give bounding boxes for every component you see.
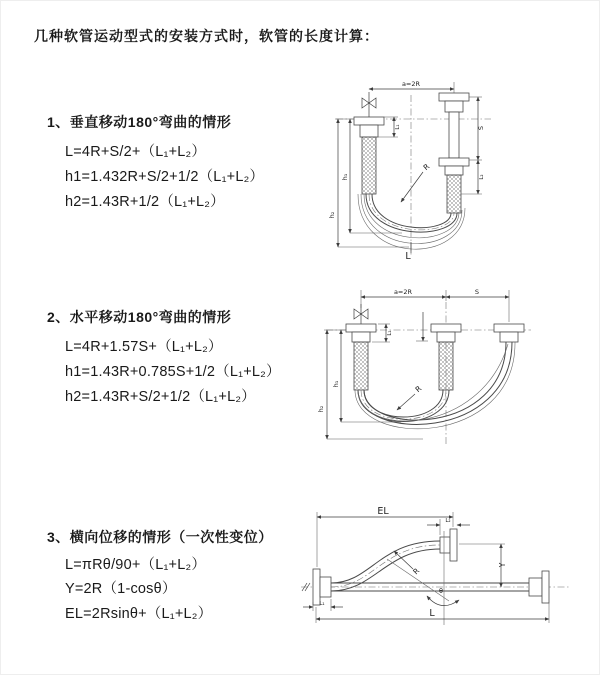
label-l2: L₂: [445, 518, 451, 524]
section-3-heading: 3、横向位移的情形（一次性变位）: [47, 529, 273, 545]
displaced-flange: [440, 529, 457, 561]
label-l2: L₂: [479, 174, 485, 180]
label-h1: h₁: [341, 173, 349, 181]
section-2-formula-h1: h1=1.43R+0.785S+1/2（L₁+L₂）: [65, 364, 281, 380]
section-1-heading: 1、垂直移动180°弯曲的情形: [47, 114, 232, 130]
dimension-el: [317, 506, 453, 567]
label-l1: L₁: [395, 124, 401, 130]
radius-callout: [401, 162, 431, 202]
dimension-a2r: [369, 80, 454, 93]
section-3-formula-EL: EL=2Rsinθ+（L₁+L₂）: [65, 606, 213, 622]
diagram-vertical-180-bend: [306, 73, 596, 263]
section-1-formula-L: L=4R+S/2+（L₁+L₂）: [65, 144, 207, 160]
section-2-formula-h2: h2=1.43R+S/2+1/2（L₁+L₂）: [65, 389, 256, 405]
label-s: S: [477, 125, 485, 131]
section-1-formula-h2: h2=1.43R+1/2（L₁+L₂）: [65, 194, 225, 210]
section-2-heading: 2、水平移动180°弯曲的情形: [47, 309, 232, 325]
label-a2r: a=2R: [401, 80, 421, 88]
dimension-l2: [427, 518, 470, 535]
valve-icon: [362, 92, 376, 117]
dimension-a2r: [361, 288, 446, 308]
label-r: R: [421, 161, 432, 173]
label-l1: L₁: [319, 601, 325, 607]
label-el: EL: [377, 506, 389, 517]
left-flange: [313, 569, 331, 605]
diagram-lateral-displacement: [301, 499, 600, 654]
section-3-formula-L: L=πRθ/90+（L₁+L₂）: [65, 557, 207, 573]
label-h2: h₂: [317, 405, 325, 413]
dimension-y: [459, 544, 507, 587]
middle-hose-end-fitting: [431, 324, 461, 390]
section-2-formula-L: L=4R+1.57S+（L₁+L₂）: [65, 339, 223, 355]
page-title: 几种软管运动型式的安装方式时，软管的长度计算：: [34, 28, 379, 44]
middle-tick: [416, 312, 428, 341]
radius-callout: [397, 384, 423, 410]
label-h1: h₁: [332, 380, 340, 388]
right-hose-end-fitting: [439, 93, 469, 213]
label-l: L: [429, 608, 435, 619]
section-1-formula-h1: h1=1.432R+S/2+1/2（L₁+L₂）: [65, 169, 265, 185]
dimension-s: [446, 288, 509, 322]
diagram-horizontal-180-bend: [301, 284, 600, 449]
left-hose-end-fitting: [354, 117, 384, 194]
label-s: S: [474, 288, 480, 296]
dimension-s: [469, 97, 485, 160]
dimension-l: [316, 603, 549, 623]
left-hose-end-fitting: [346, 324, 376, 390]
label-theta: θ: [439, 587, 443, 595]
label-r: R: [411, 566, 422, 577]
section-3-formula-Y: Y=2R（1-cosθ）: [65, 581, 177, 597]
label-l: L: [405, 251, 411, 262]
label-y: Y: [498, 562, 507, 568]
hose-moved-position: [355, 342, 515, 429]
label-h2: h₂: [328, 211, 336, 219]
label-a2r: a=2R: [393, 288, 413, 296]
moved-hose-end-fitting: [494, 324, 524, 342]
label-l1: L₁: [387, 330, 393, 336]
label-r: R: [413, 383, 424, 395]
valve-icon: [354, 304, 368, 324]
dimension-l1: [303, 599, 343, 611]
